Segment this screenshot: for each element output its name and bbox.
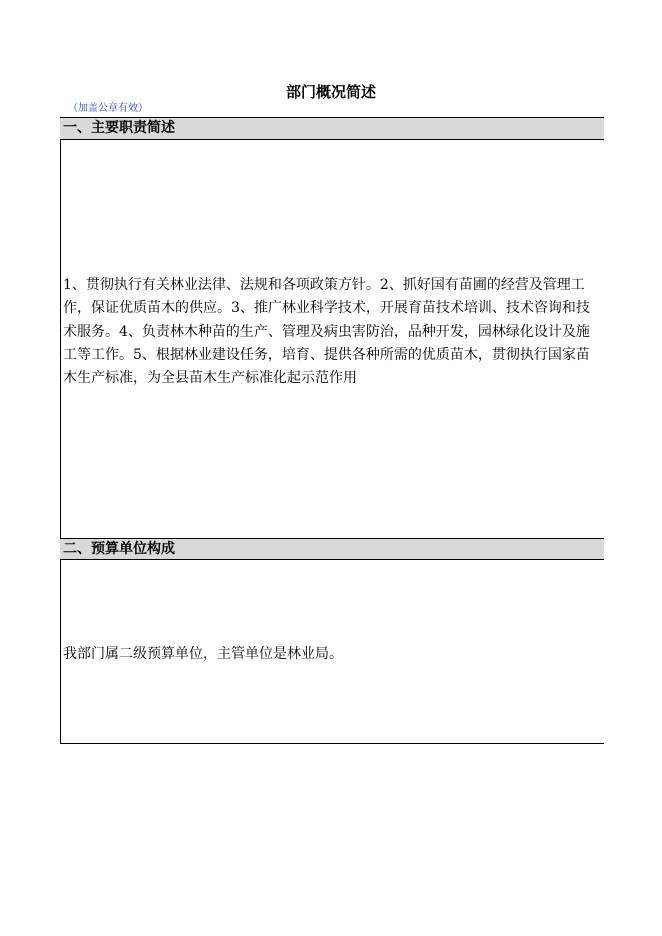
section-content-duties: 1、贯彻执行有关林业法律、法规和各项政策方针。2、抓好国有苗圃的经营及管理工作，保证优质苗木的供应。3、推广林业科学技术，开展育苗技术培训、技术咨询和技术服务。4、负责林木种苗的生产、管理及病虫害防治，品种开发，园林绿化设计及施工等工作。5、根据林业建设任务，培育、提供各种所需的优质苗木，贯彻执行国家苗木生产标准，为全县苗木生产标准化起示范作用 <box>63 277 590 387</box>
section-heading-duties: 一、主要职责简述 <box>60 118 604 140</box>
page-title: 部门概况简述 <box>285 83 376 101</box>
seal-note: （加盖公章有效） <box>68 103 148 114</box>
section-content-budget-units: 我部门属二级预算单位，主管单位是林业局。 <box>63 646 343 662</box>
section-heading-budget-units: 二、预算单位构成 <box>60 538 604 560</box>
